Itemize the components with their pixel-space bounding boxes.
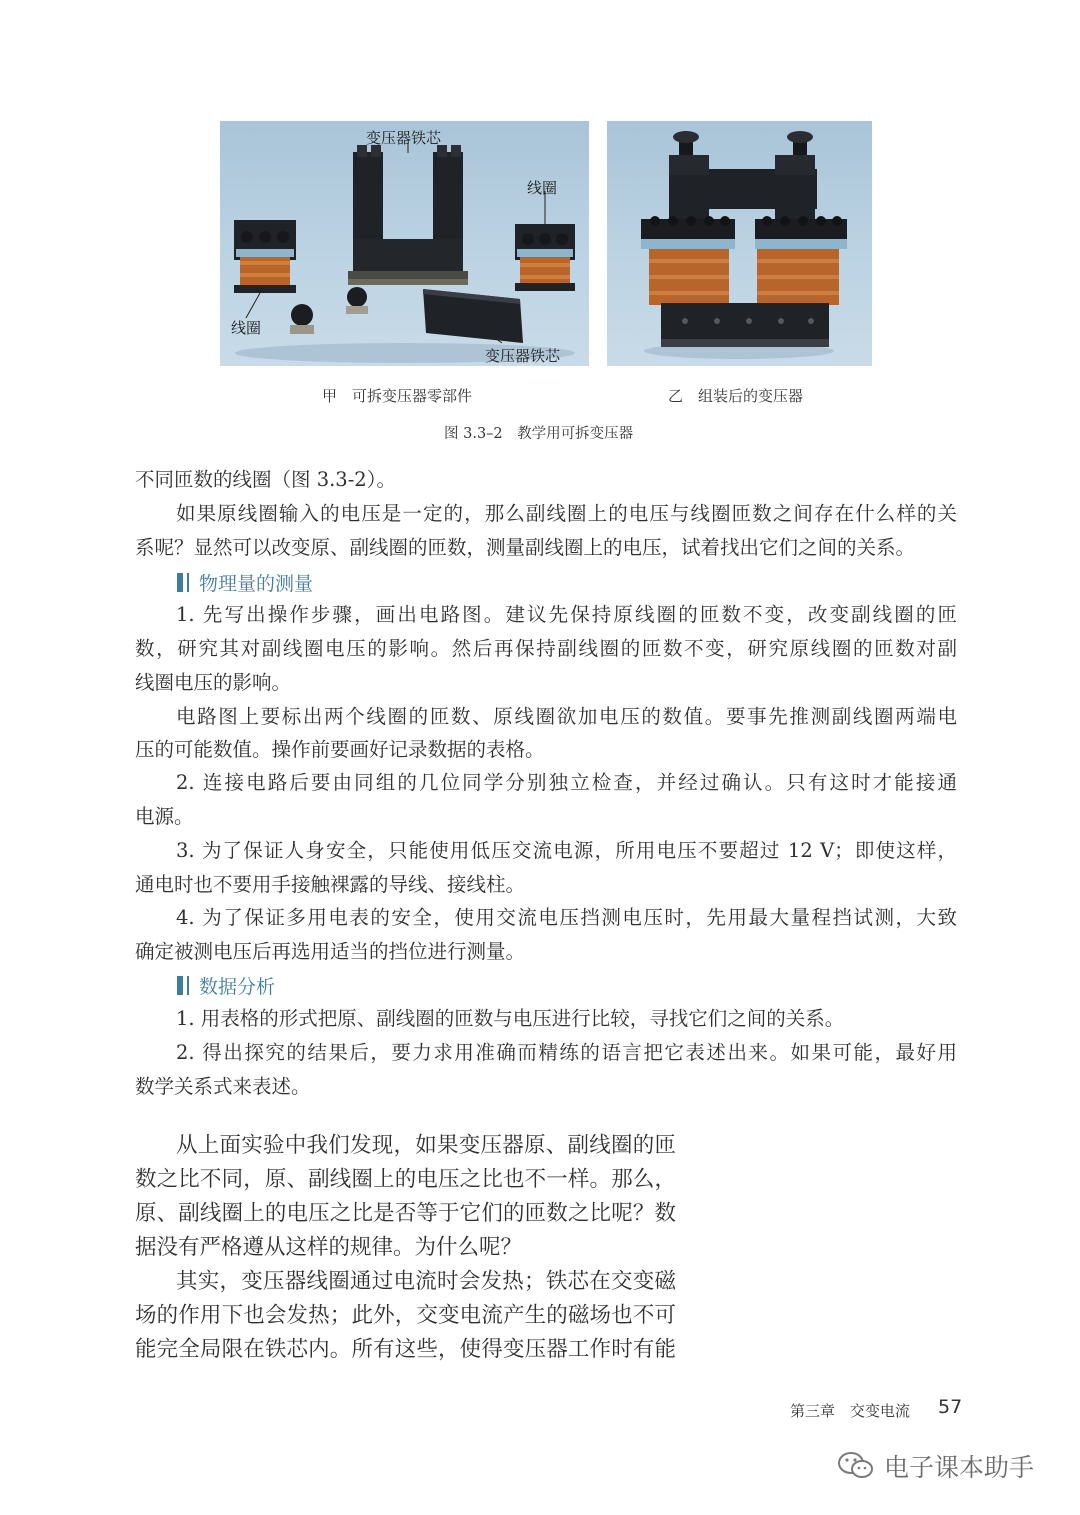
label-coil-left: 线圈 xyxy=(231,319,262,337)
measurement-line-11: 确定被测电压后再选用适当的挡位进行测量。 xyxy=(135,940,526,963)
heading-text: 数据分析 xyxy=(199,975,276,998)
page-number: 57 xyxy=(938,1396,963,1418)
caption-right-photo: 乙 组装后的变压器 xyxy=(668,387,804,405)
label-core-bottom: 变压器铁芯 xyxy=(485,347,561,365)
measurement-line-1: 1. 先写出操作步骤，画出电路图。建议先保持原线圈的匝数不变，改变副线圈的匝 xyxy=(176,603,957,626)
label-coil-right: 线圈 xyxy=(527,179,558,197)
heading-marker-icon xyxy=(177,976,183,995)
photo-transformer-parts xyxy=(220,121,589,366)
body-line-1: 不同匝数的线圈（图 3.3-2）。 xyxy=(135,468,396,491)
measurement-line-3: 线圈电压的影响。 xyxy=(135,671,292,694)
discussion-line-4: 据没有严格遵从这样的规律。为什么呢？ xyxy=(135,1235,523,1260)
heading-marker-icon xyxy=(177,573,183,592)
measurement-line-7: 电源。 xyxy=(135,805,194,828)
heading-marker-icon xyxy=(187,976,189,995)
heading-text: 物理量的测量 xyxy=(199,572,314,595)
assembled-transformer-illustration xyxy=(607,121,872,366)
section-heading-measurement xyxy=(177,567,313,597)
measurement-line-5: 压的可能数值。操作前要画好记录数据的表格。 xyxy=(135,738,545,761)
body-line-2: 如果原线圈输入的电压是一定的，那么副线圈上的电压与线圈匝数之间存在什么样的关 xyxy=(176,502,957,525)
discussion-line-6: 场的作用下也会发热；此外，交变电流产生的磁场也不可 xyxy=(135,1303,676,1328)
discussion-line-1: 从上面实验中我们发现，如果变压器原、副线圈的匝 xyxy=(176,1133,676,1158)
measurement-line-10: 4. 为了保证多用电表的安全，使用交流电压挡测电压时，先用最大量程挡试测，大致 xyxy=(176,906,957,929)
analysis-line-1: 1. 用表格的形式把原、副线圈的匝数与电压进行比较，寻找它们之间的关系。 xyxy=(176,1007,845,1030)
discussion-line-2: 数之比不同，原、副线圈上的电压之比也不一样。那么， xyxy=(135,1167,676,1192)
body-line-3: 系呢？显然可以改变原、副线圈的匝数，测量副线圈上的电压，试着找出它们之间的关系。 xyxy=(135,536,916,559)
caption-left-photo: 甲 可拆变压器零部件 xyxy=(322,387,473,405)
analysis-line-3: 数学关系式来表述。 xyxy=(135,1075,311,1098)
analysis-line-2: 2. 得出探究的结果后，要力求用准确而精练的语言把它表述出来。如果可能，最好用 xyxy=(176,1041,957,1064)
figure-caption: 图 3.3–2 教学用可拆变压器 xyxy=(444,426,634,442)
label-core-top: 变压器铁芯 xyxy=(366,129,442,147)
chapter-footer: 第三章 交变电流 xyxy=(790,1402,911,1420)
watermark xyxy=(836,1446,1034,1486)
measurement-line-6: 2. 连接电路后要由同组的几位同学分别独立检查，并经过确认。只有这时才能接通 xyxy=(176,771,957,794)
measurement-line-9: 通电时也不要用手接触裸露的导线、接线柱。 xyxy=(135,873,526,896)
measurement-line-2: 数，研究其对副线圈电压的影响。然后再保持副线圈的匝数不变，研究原线圈的匝数对副 xyxy=(135,637,957,660)
photo-assembled-transformer xyxy=(607,121,872,366)
discussion-line-5: 其实，变压器线圈通过电流时会发热；铁芯在交变磁 xyxy=(176,1269,676,1294)
heading-marker-icon xyxy=(187,573,189,592)
section-heading-analysis xyxy=(177,970,275,1000)
wechat-icon xyxy=(836,1450,876,1482)
measurement-line-4: 电路图上要标出两个线圈的匝数、原线圈欲加电压的数值。要事先推测副线圈两端电 xyxy=(176,705,957,728)
watermark-text: 电子课本助手 xyxy=(884,1453,1035,1482)
discussion-line-3: 原、副线圈上的电压之比是否等于它们的匝数之比呢？数 xyxy=(135,1201,676,1226)
measurement-line-8: 3. 为了保证人身安全，只能使用低压交流电源，所用电压不要超过 12 V；即使这样， xyxy=(176,839,957,862)
discussion-line-7: 能完全局限在铁芯内。所有这些，使得变压器工作时有能 xyxy=(135,1337,676,1362)
transformer-parts-illustration xyxy=(220,121,589,366)
